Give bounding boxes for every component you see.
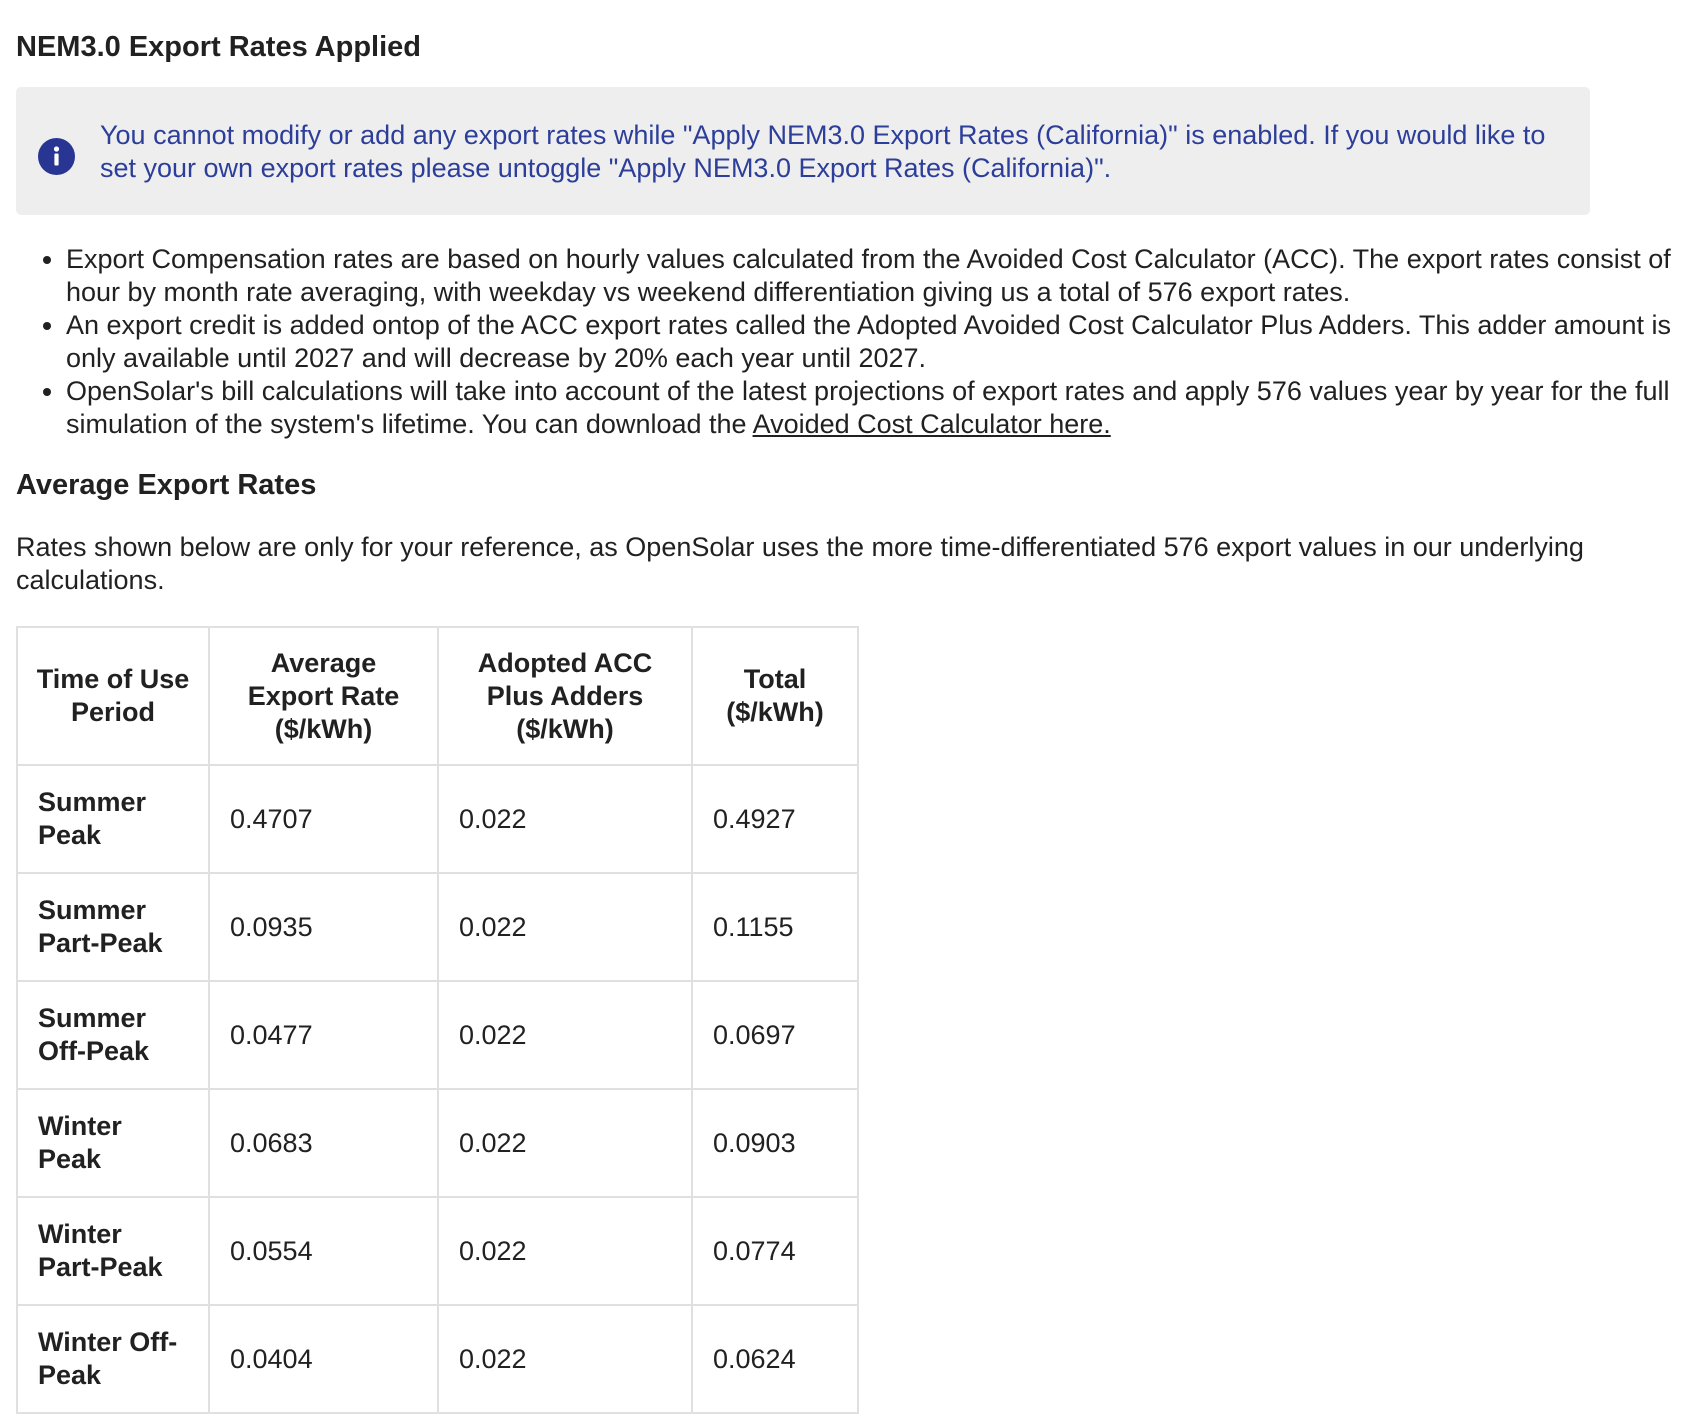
info-icon <box>38 138 75 175</box>
average-export-rates-title: Average Export Rates <box>16 469 317 501</box>
adders-cell: 0.022 <box>438 1089 692 1197</box>
period-cell: Summer Part-Peak <box>17 873 209 981</box>
column-header-period: Time of Use Period <box>17 627 209 765</box>
average-rate-cell: 0.0477 <box>209 981 438 1089</box>
total-cell: 0.0774 <box>692 1197 858 1305</box>
reference-note: Rates shown below are only for your reference, as OpenSolar uses the more time-differentiated 576 export values in our underlying calculations. <box>16 532 1584 595</box>
list-item: • Export Compensation rates are based on hourly values calculated from the Avoided Cost Calculator (ACC). The export rates consist of hour by month rate averaging, with weekday vs weekend differentiation giving us a total of 576 export rates. <box>66 243 1688 309</box>
adders-cell: 0.022 <box>438 1305 692 1413</box>
average-rate-cell: 0.0554 <box>209 1197 438 1305</box>
table-header-row <box>17 627 858 765</box>
total-cell: 0.4927 <box>692 765 858 873</box>
table-row <box>17 1197 858 1305</box>
average-rate-cell: 0.0404 <box>209 1305 438 1413</box>
average-rate-cell: 0.4707 <box>209 765 438 873</box>
total-cell: 0.1155 <box>692 873 858 981</box>
alert-message: You cannot modify or add any export rates while "Apply NEM3.0 Export Rates (California)" is enabled. If you would like to set your own export rates please untoggle "Apply NEM3.0 Export Rates (California)". <box>100 120 1546 183</box>
column-header-total: Total ($/kWh) <box>692 627 858 765</box>
total-cell: 0.0624 <box>692 1305 858 1413</box>
column-header-adders: Adopted ACC Plus Adders ($/kWh) <box>438 627 692 765</box>
column-header-average-rate: Average Export Rate ($/kWh) <box>209 627 438 765</box>
total-cell: 0.0697 <box>692 981 858 1089</box>
adders-cell: 0.022 <box>438 981 692 1089</box>
export-rates-table <box>16 626 859 1414</box>
list-item: • An export credit is added ontop of the ACC export rates called the Adopted Avoided Cost Calculator Plus Adders. This adder amount is only available until 2027 and will decrease by 20% each year until 2027. <box>66 309 1688 375</box>
adders-cell: 0.022 <box>438 1197 692 1305</box>
period-cell: Summer Peak <box>17 765 209 873</box>
page-title: NEM3.0 Export Rates Applied <box>16 31 422 63</box>
period-cell: Winter Peak <box>17 1089 209 1197</box>
period-cell: Winter Part-Peak <box>17 1197 209 1305</box>
adders-cell: 0.022 <box>438 765 692 873</box>
avoided-cost-calculator-link[interactable]: Avoided Cost Calculator here. <box>752 409 1111 439</box>
average-rate-cell: 0.0683 <box>209 1089 438 1197</box>
info-alert <box>16 87 1590 215</box>
adders-cell: 0.022 <box>438 873 692 981</box>
period-cell: Winter Off-Peak <box>17 1305 209 1413</box>
table-row <box>17 873 858 981</box>
total-cell: 0.0903 <box>692 1089 858 1197</box>
table-row <box>17 981 858 1089</box>
period-cell: Summer Off-Peak <box>17 981 209 1089</box>
table-row <box>17 765 858 873</box>
list-item-text: OpenSolar's bill calculations will take into account of the latest projections of export rates and apply 576 values year by year for the full simulation of the system's lifetime. You can download the <box>66 376 1670 439</box>
table-row <box>17 1305 858 1413</box>
list-item <box>66 375 1688 441</box>
table-row <box>17 1089 858 1197</box>
average-rate-cell: 0.0935 <box>209 873 438 981</box>
info-bullet-list <box>16 243 1688 441</box>
